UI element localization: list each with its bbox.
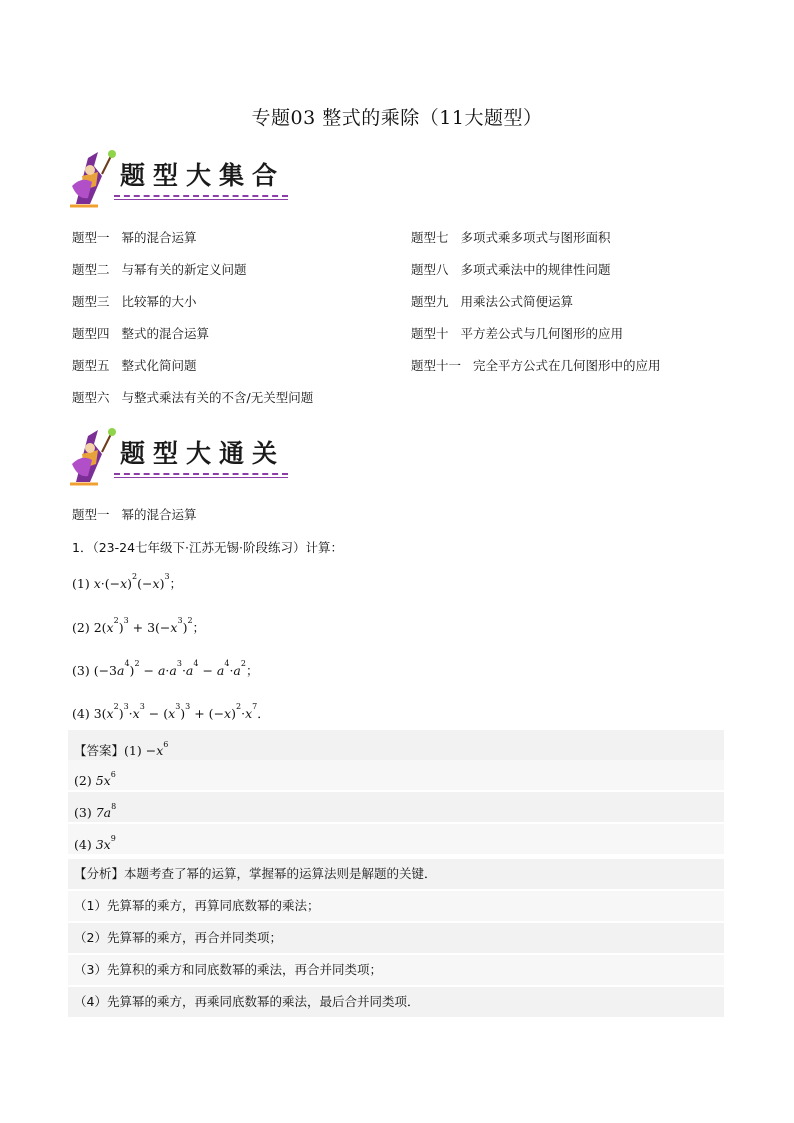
topic-item: 题型四 整式的混合运算 (72, 326, 210, 341)
banner-underline-solid (114, 477, 288, 478)
question-stem: 1．（23-24七年级下·江苏无锡·阶段练习）计算： (72, 540, 343, 555)
analysis-step: （3）先算积的乘方和同底数幂的乘法，再合并同类项； (68, 955, 724, 985)
analysis-row: 【分析】本题考查了幂的运算，掌握幂的运算法则是解题的关键． (68, 859, 724, 889)
page-title: 专题03 整式的乘除（11大题型） (251, 107, 543, 129)
section-banner-practice (68, 424, 293, 488)
wizard-icon (68, 146, 118, 210)
wizard-icon (68, 424, 118, 488)
answer-row: (3) $7a^8$ (68, 792, 724, 822)
answer-panel (68, 730, 724, 1017)
banner-underline-solid (114, 199, 288, 200)
analysis-step: （1）先算幂的乘方，再算同底数幂的乘法； (68, 891, 724, 921)
banner-title: 题型大集合 (120, 161, 286, 190)
question-part-3: (3) $(-3a^4)^2 - a\cdot a^3\cdot a^4 - a^4\cdot a^2$； (72, 659, 259, 678)
banner-underline (114, 473, 288, 475)
analysis-step: （4）先算幂的乘方，再乘同底数幂的乘法，最后合并同类项． (68, 987, 724, 1017)
section-banner-collection (68, 146, 293, 210)
answer-row: (2) $5x^6$ (68, 760, 724, 790)
topic-item: 题型一 幂的混合运算 (72, 230, 197, 245)
analysis-step: （2）先算幂的乘方，再合并同类项； (68, 923, 724, 953)
banner-title: 题型大通关 (120, 439, 286, 468)
answer-row: (4) $3x^9$ (68, 824, 724, 854)
topic-item: 题型五 整式化简问题 (72, 358, 197, 373)
question-part-1: (1) $x\cdot(-x)^2(-x)^3$； (72, 572, 183, 591)
topic-item: 题型六 与整式乘法有关的不含/无关型问题 (72, 390, 314, 405)
topic-item: 题型八 多项式乘法中的规律性问题 (411, 262, 611, 277)
topic-item: 题型七 多项式乘多项式与图形面积 (411, 230, 611, 245)
topic-item: 题型二 与幂有关的新定义问题 (72, 262, 247, 277)
topic-item: 题型十一 完全平方公式在几何图形中的应用 (411, 358, 661, 373)
topic-item: 题型三 比较幂的大小 (72, 294, 197, 309)
topic-item: 题型九 用乘法公式简便运算 (411, 294, 574, 309)
answer-row: 【答案】$(1) -x^6$ (68, 730, 724, 760)
section-heading: 题型一 幂的混合运算 (72, 507, 197, 522)
banner-underline (114, 195, 288, 197)
question-part-2: (2) $2(x^2)^3 + 3(-x^3)^2$； (72, 616, 206, 635)
topic-item: 题型十 平方差公式与几何图形的应用 (411, 326, 624, 341)
question-part-4: (4) $3(x^2)^3\cdot x^3 - (x^3)^3 + (-x)^2\cdot x^7$． (72, 702, 270, 721)
